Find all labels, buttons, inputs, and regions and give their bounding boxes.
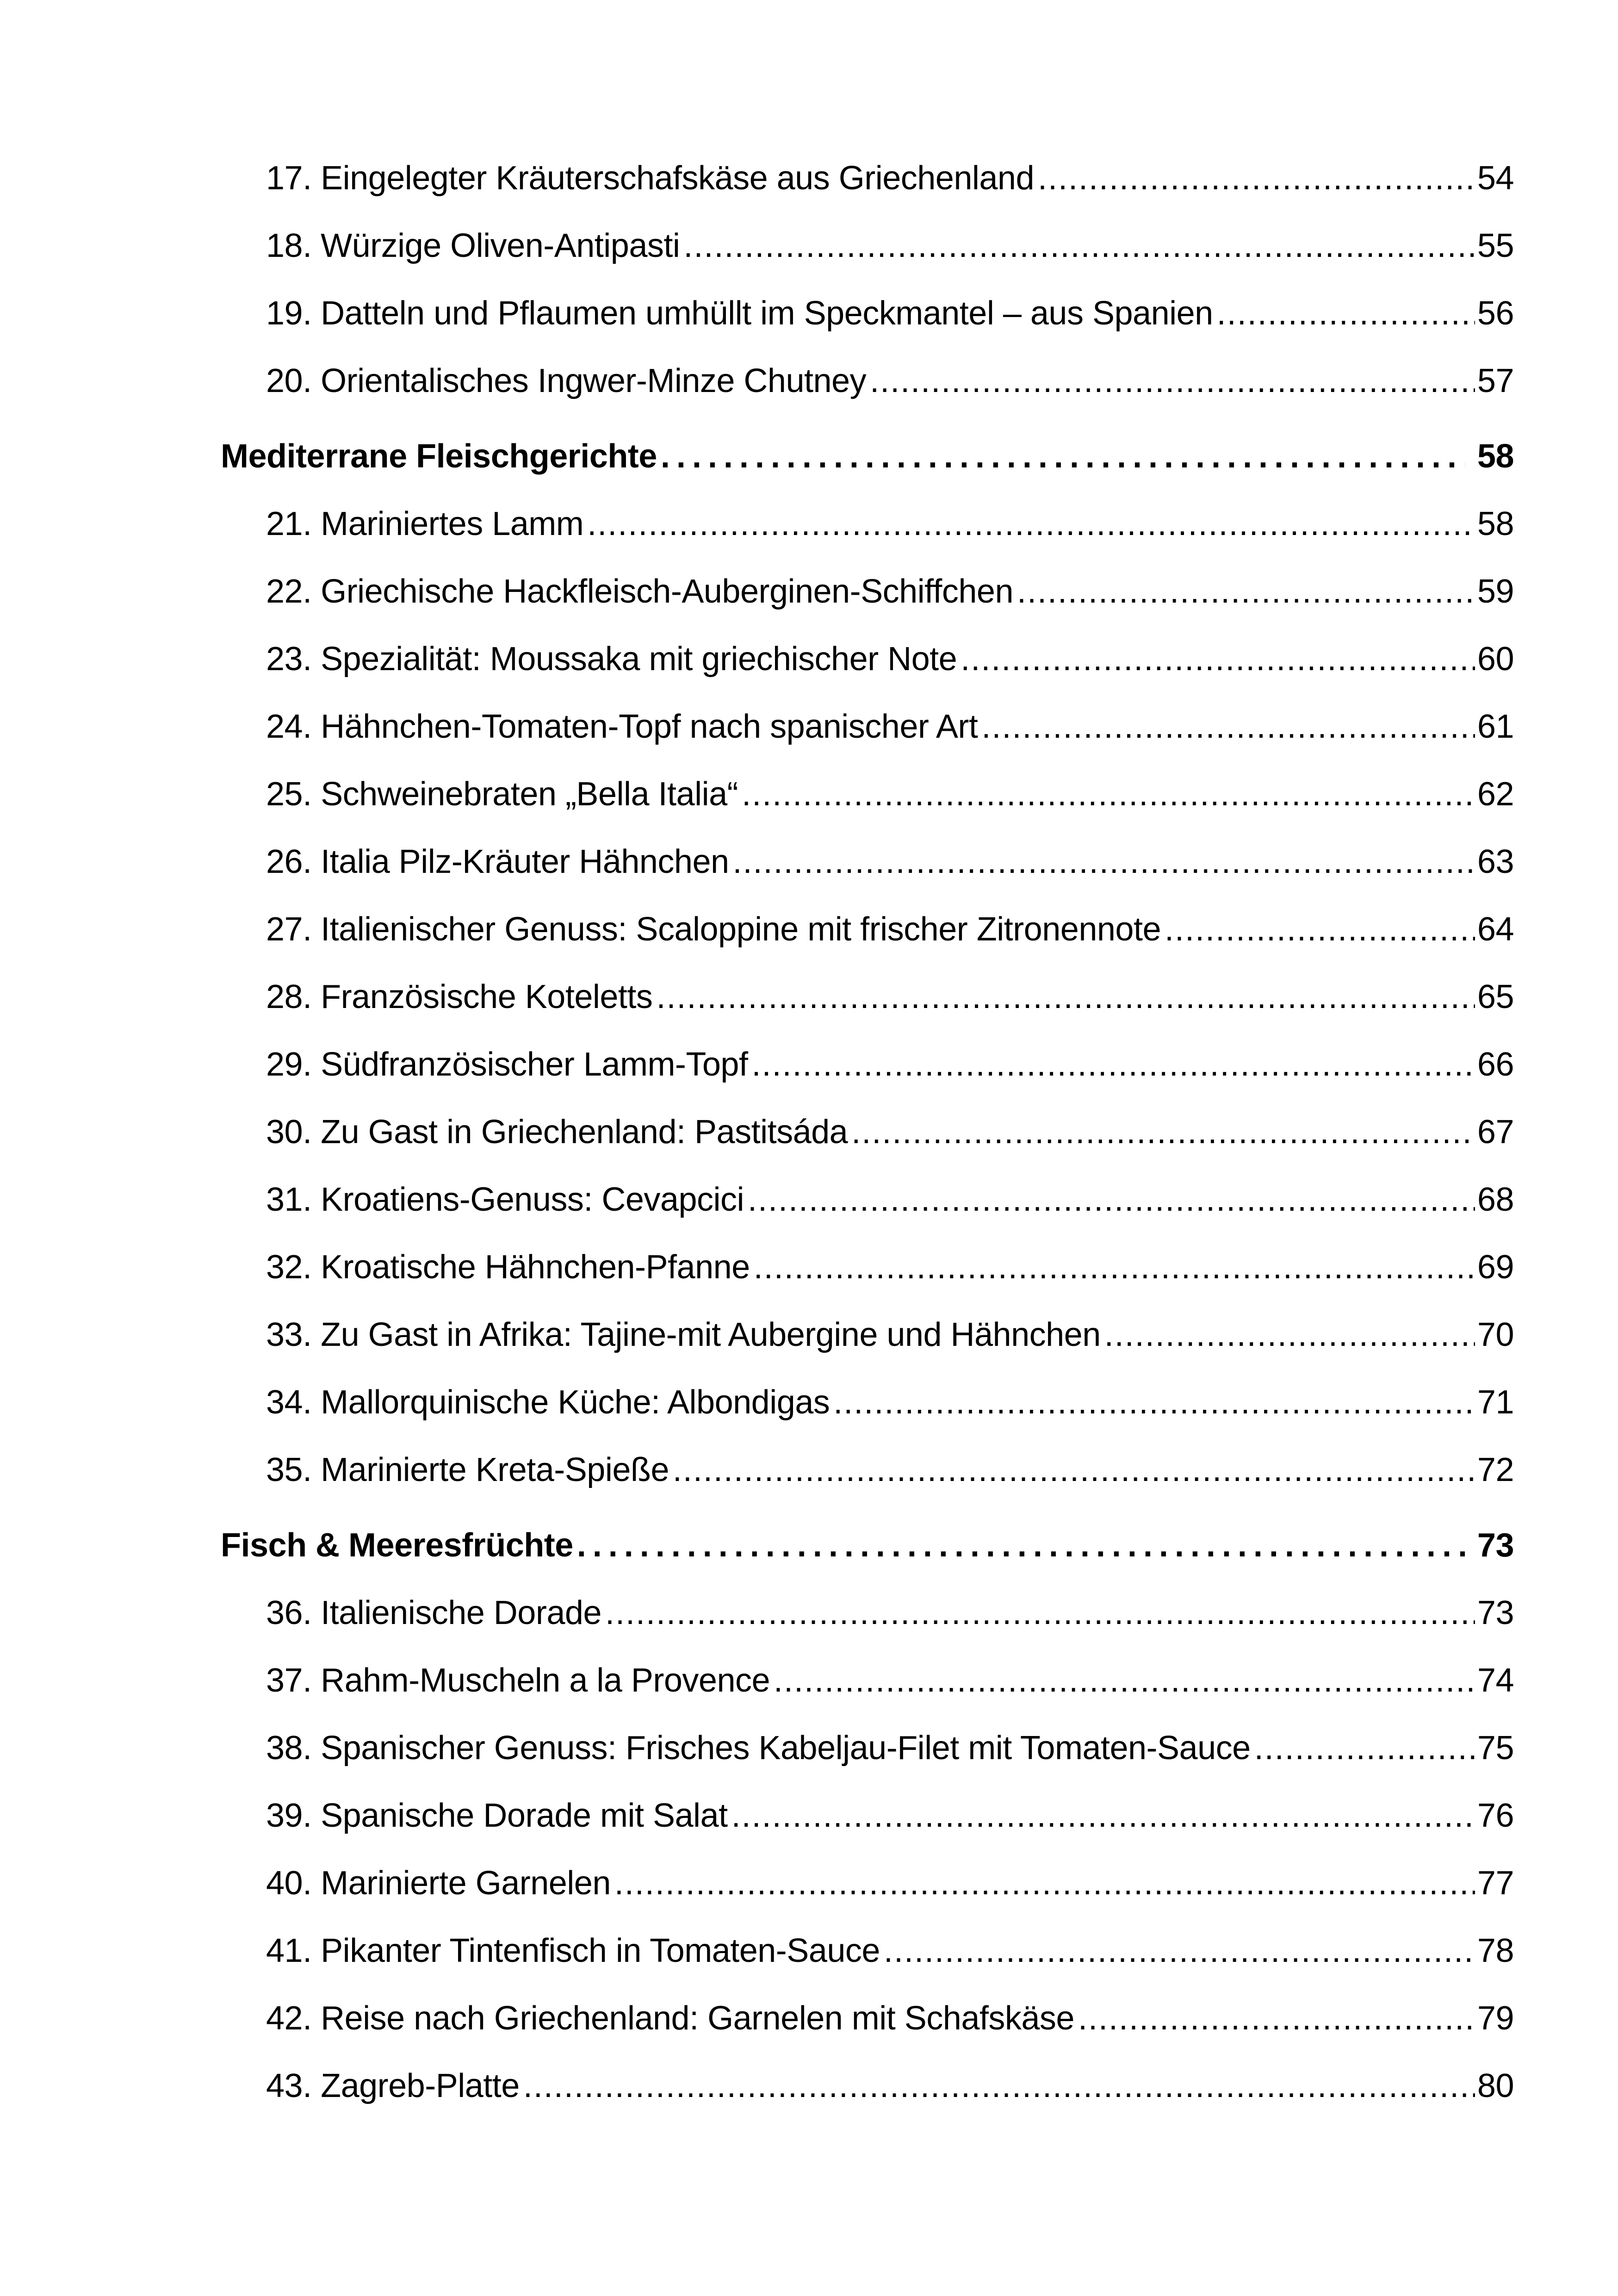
page-number: 61 (1477, 708, 1514, 745)
page-number: 60 (1477, 641, 1514, 678)
toc-entry-label: 35. Marinierte Kreta-Spieße (266, 1451, 669, 1488)
toc-entry-label: 42. Reise nach Griechenland: Garnelen mit Schafskäse (266, 2000, 1074, 2037)
toc-entry[interactable] (266, 1647, 1514, 1714)
dot-leader (1101, 1301, 1475, 1369)
toc-entry-label: Mediterrane Fleischgerichte (221, 438, 657, 475)
page-number: 69 (1477, 1249, 1514, 1286)
toc-entry-label: 34. Mallorquinische Küche: Albondigas (266, 1384, 830, 1421)
toc-entry[interactable] (266, 963, 1514, 1031)
dot-leader (680, 212, 1475, 280)
dot-leader (1251, 1714, 1475, 1782)
toc-entry[interactable] (266, 1369, 1514, 1436)
page-number: 80 (1477, 2067, 1514, 2104)
toc-entry[interactable] (266, 1233, 1514, 1301)
toc-entry-label: 33. Zu Gast in Afrika: Tajine-mit Aubergine und Hähnchen (266, 1316, 1101, 1353)
page-number: 57 (1477, 362, 1514, 399)
toc-section-row[interactable] (221, 1512, 1514, 1579)
page-number: 72 (1477, 1451, 1514, 1488)
dot-leader (611, 1849, 1475, 1917)
toc-entry[interactable] (266, 347, 1514, 415)
toc-entry-label: 28. Französische Koteletts (266, 978, 653, 1015)
toc-entry[interactable] (266, 280, 1514, 347)
dot-leader (728, 1782, 1475, 1849)
toc-entry[interactable] (266, 896, 1514, 963)
toc-entry-label: 36. Italienische Dorade (266, 1594, 601, 1631)
toc-entry[interactable] (266, 760, 1514, 828)
dot-leader (729, 828, 1475, 896)
dot-leader (748, 1031, 1475, 1098)
toc-entry[interactable] (266, 1985, 1514, 2052)
dot-leader (744, 1166, 1475, 1233)
toc-entry-label: 25. Schweinebraten „Bella Italia“ (266, 776, 738, 813)
toc-entry-label: 39. Spanische Dorade mit Salat (266, 1797, 728, 1834)
dot-leader (1074, 1985, 1475, 2052)
toc-entry-label: 38. Spanischer Genuss: Frisches Kabeljau-Filet mit Tomaten-Sauce (266, 1730, 1251, 1767)
page-number: 64 (1477, 911, 1514, 948)
toc-entry[interactable] (266, 1917, 1514, 1985)
toc-entry[interactable] (266, 1031, 1514, 1098)
dot-leader (657, 423, 1465, 490)
toc-entry[interactable] (266, 625, 1514, 693)
toc-entry-label: 23. Spezialität: Moussaka mit griechischer Note (266, 641, 957, 678)
toc-entry-label: 32. Kroatische Hähnchen-Pfanne (266, 1249, 750, 1286)
toc-entry-label: 40. Marinierte Garnelen (266, 1865, 611, 1902)
page-number: 78 (1477, 1932, 1514, 1969)
page-number: 77 (1477, 1865, 1514, 1902)
page-number: 55 (1477, 227, 1514, 264)
dot-leader (750, 1233, 1475, 1301)
toc-entry[interactable] (266, 1782, 1514, 1849)
dot-leader (738, 760, 1475, 828)
toc-entry[interactable] (266, 1301, 1514, 1369)
dot-leader (669, 1436, 1475, 1504)
page-number: 68 (1477, 1181, 1514, 1218)
page-number: 58 (1477, 505, 1514, 542)
page-number: 75 (1477, 1730, 1514, 1767)
toc-entry[interactable] (266, 2052, 1514, 2120)
dot-leader (830, 1369, 1475, 1436)
toc-entry-label: 29. Südfranzösischer Lamm-Topf (266, 1046, 748, 1083)
toc-entry[interactable] (266, 1714, 1514, 1782)
dot-leader (880, 1917, 1475, 1985)
dot-leader (601, 1579, 1475, 1647)
toc-entry-label: 17. Eingelegter Kräuterschafskäse aus Griechenland (266, 160, 1035, 197)
dot-leader (1161, 896, 1475, 963)
page-number: 65 (1477, 978, 1514, 1015)
page-number: 76 (1477, 1797, 1514, 1834)
toc-entry-label: 21. Mariniertes Lamm (266, 505, 584, 542)
toc-entry-label: 20. Orientalisches Ingwer-Minze Chutney (266, 362, 867, 399)
page-number: 56 (1477, 295, 1514, 332)
toc-entry-label: 30. Zu Gast in Griechenland: Pastitsáda (266, 1114, 848, 1151)
toc-entry-label: 22. Griechische Hackfleisch-Auberginen-Schiffchen (266, 573, 1014, 610)
toc-entry-label: 27. Italienischer Genuss: Scaloppine mit frischer Zitronennote (266, 911, 1161, 948)
toc-entry-label: Fisch & Meeresfrüchte (221, 1527, 573, 1564)
toc-entry-label: 43. Zagreb-Platte (266, 2067, 520, 2104)
dot-leader (1213, 280, 1475, 347)
page-number: 79 (1477, 2000, 1514, 2037)
dot-leader (520, 2052, 1475, 2120)
page-number: 71 (1477, 1384, 1514, 1421)
page-number: 66 (1477, 1046, 1514, 1083)
toc-entry[interactable] (266, 212, 1514, 280)
page-number: 58 (1477, 438, 1514, 475)
dot-leader (583, 490, 1475, 558)
toc-entry[interactable] (266, 1436, 1514, 1504)
toc-entry[interactable] (266, 1166, 1514, 1233)
toc-entry-label: 41. Pikanter Tintenfisch in Tomaten-Sauce (266, 1932, 880, 1969)
page-number: 74 (1477, 1662, 1514, 1699)
toc-entry[interactable] (266, 1579, 1514, 1647)
page-number: 67 (1477, 1114, 1514, 1151)
toc-entry-label: 18. Würzige Oliven-Antipasti (266, 227, 680, 264)
dot-leader (1034, 144, 1475, 212)
toc-entry[interactable] (266, 1849, 1514, 1917)
toc-entry-label: 19. Datteln und Pflaumen umhüllt im Speckmantel – aus Spanien (266, 295, 1213, 332)
page-number: 73 (1477, 1594, 1514, 1631)
dot-leader (957, 625, 1475, 693)
dot-leader (848, 1098, 1475, 1166)
toc-entry-label: 31. Kroatiens-Genuss: Cevapcici (266, 1181, 744, 1218)
toc-entry[interactable] (266, 828, 1514, 896)
page-number: 59 (1477, 573, 1514, 610)
toc-entry-label: 37. Rahm-Muscheln a la Provence (266, 1662, 770, 1699)
dot-leader (652, 963, 1475, 1031)
toc-entry[interactable] (266, 144, 1514, 212)
toc-entry[interactable] (266, 490, 1514, 558)
dot-leader (978, 693, 1475, 760)
toc-entry-label: 24. Hähnchen-Tomaten-Topf nach spanischer Art (266, 708, 978, 745)
dot-leader (770, 1647, 1475, 1714)
dot-leader (573, 1512, 1465, 1579)
dot-leader (866, 347, 1475, 415)
toc-entry-label: 26. Italia Pilz-Kräuter Hähnchen (266, 843, 729, 880)
page-number: 70 (1477, 1316, 1514, 1353)
toc-entry[interactable] (266, 558, 1514, 625)
page-number: 63 (1477, 843, 1514, 880)
page-number: 73 (1477, 1527, 1514, 1564)
toc-entry[interactable] (266, 693, 1514, 760)
page-number: 54 (1477, 160, 1514, 197)
page-number: 62 (1477, 776, 1514, 813)
dot-leader (1013, 558, 1475, 625)
toc-section-row[interactable] (221, 423, 1514, 490)
toc-entry[interactable] (266, 1098, 1514, 1166)
